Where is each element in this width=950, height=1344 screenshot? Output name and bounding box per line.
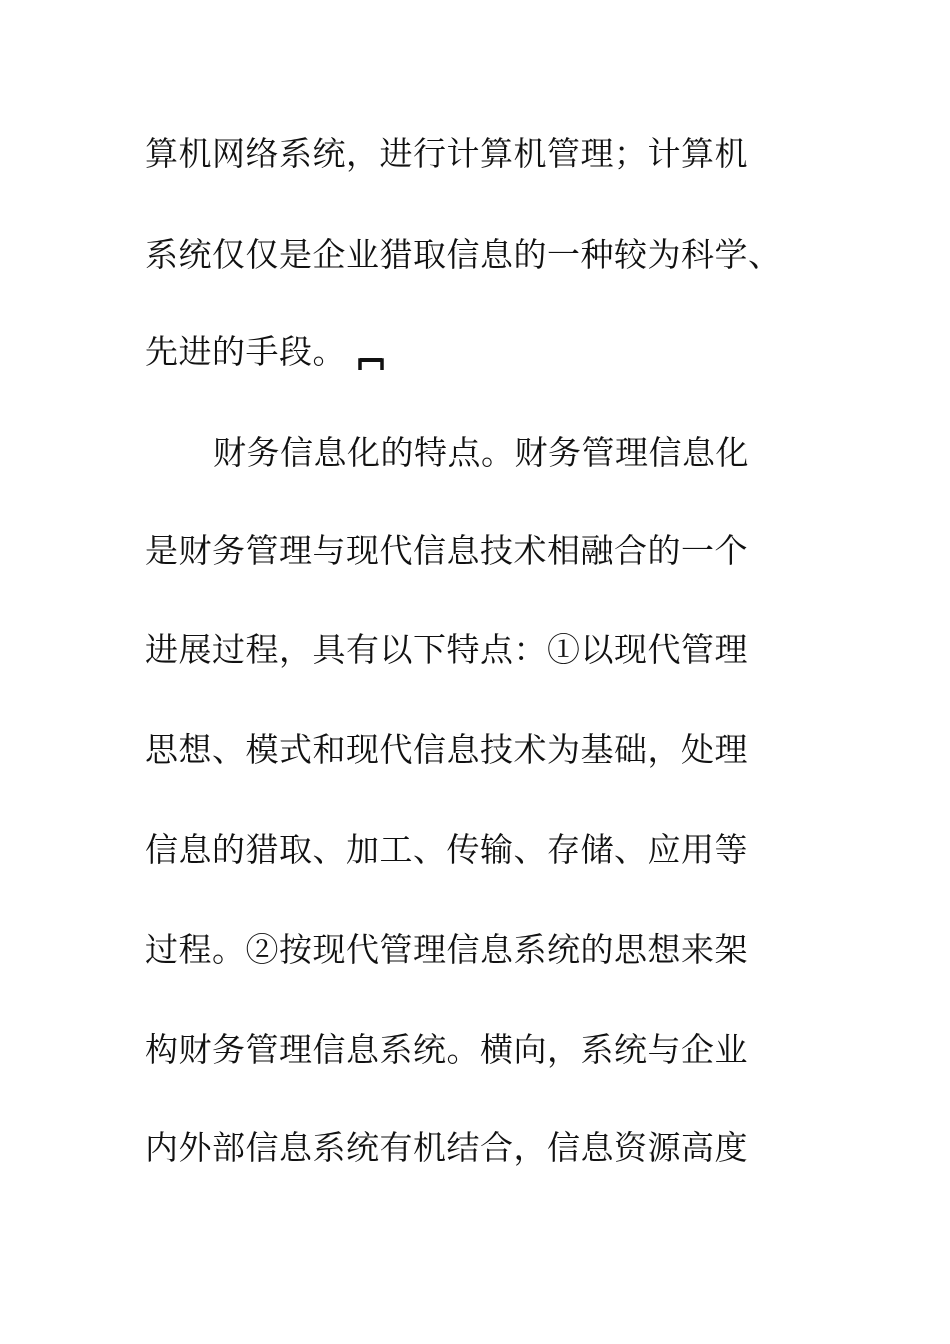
bracket-mark-icon bbox=[356, 338, 386, 372]
text-line: 思想、模式和现代信息技术为基础，处理 bbox=[145, 730, 748, 769]
text-line: 构财务管理信息系统。横向，系统与企业 bbox=[145, 1030, 748, 1069]
text-line: 信息的猎取、加工、传输、存储、应用等 bbox=[145, 830, 748, 869]
text-line: 先进的手段。 bbox=[145, 332, 346, 371]
text-line: 内外部信息系统有机结合，信息资源高度 bbox=[145, 1128, 748, 1167]
text-line: 系统仅仅是企业猎取信息的一种较为科学、 bbox=[145, 235, 782, 274]
text-line: 是财务管理与现代信息技术相融合的一个 bbox=[145, 531, 748, 570]
text-line: 进展过程，具有以下特点：①以现代管理 bbox=[145, 630, 748, 669]
text-line: 算机网络系统，进行计算机管理；计算机 bbox=[145, 134, 748, 173]
text-line: 过程。②按现代管理信息系统的思想来架 bbox=[145, 930, 748, 969]
paragraph-first-line: 财务信息化的特点。财务管理信息化 bbox=[213, 433, 749, 472]
text-line-with-mark bbox=[145, 332, 386, 372]
